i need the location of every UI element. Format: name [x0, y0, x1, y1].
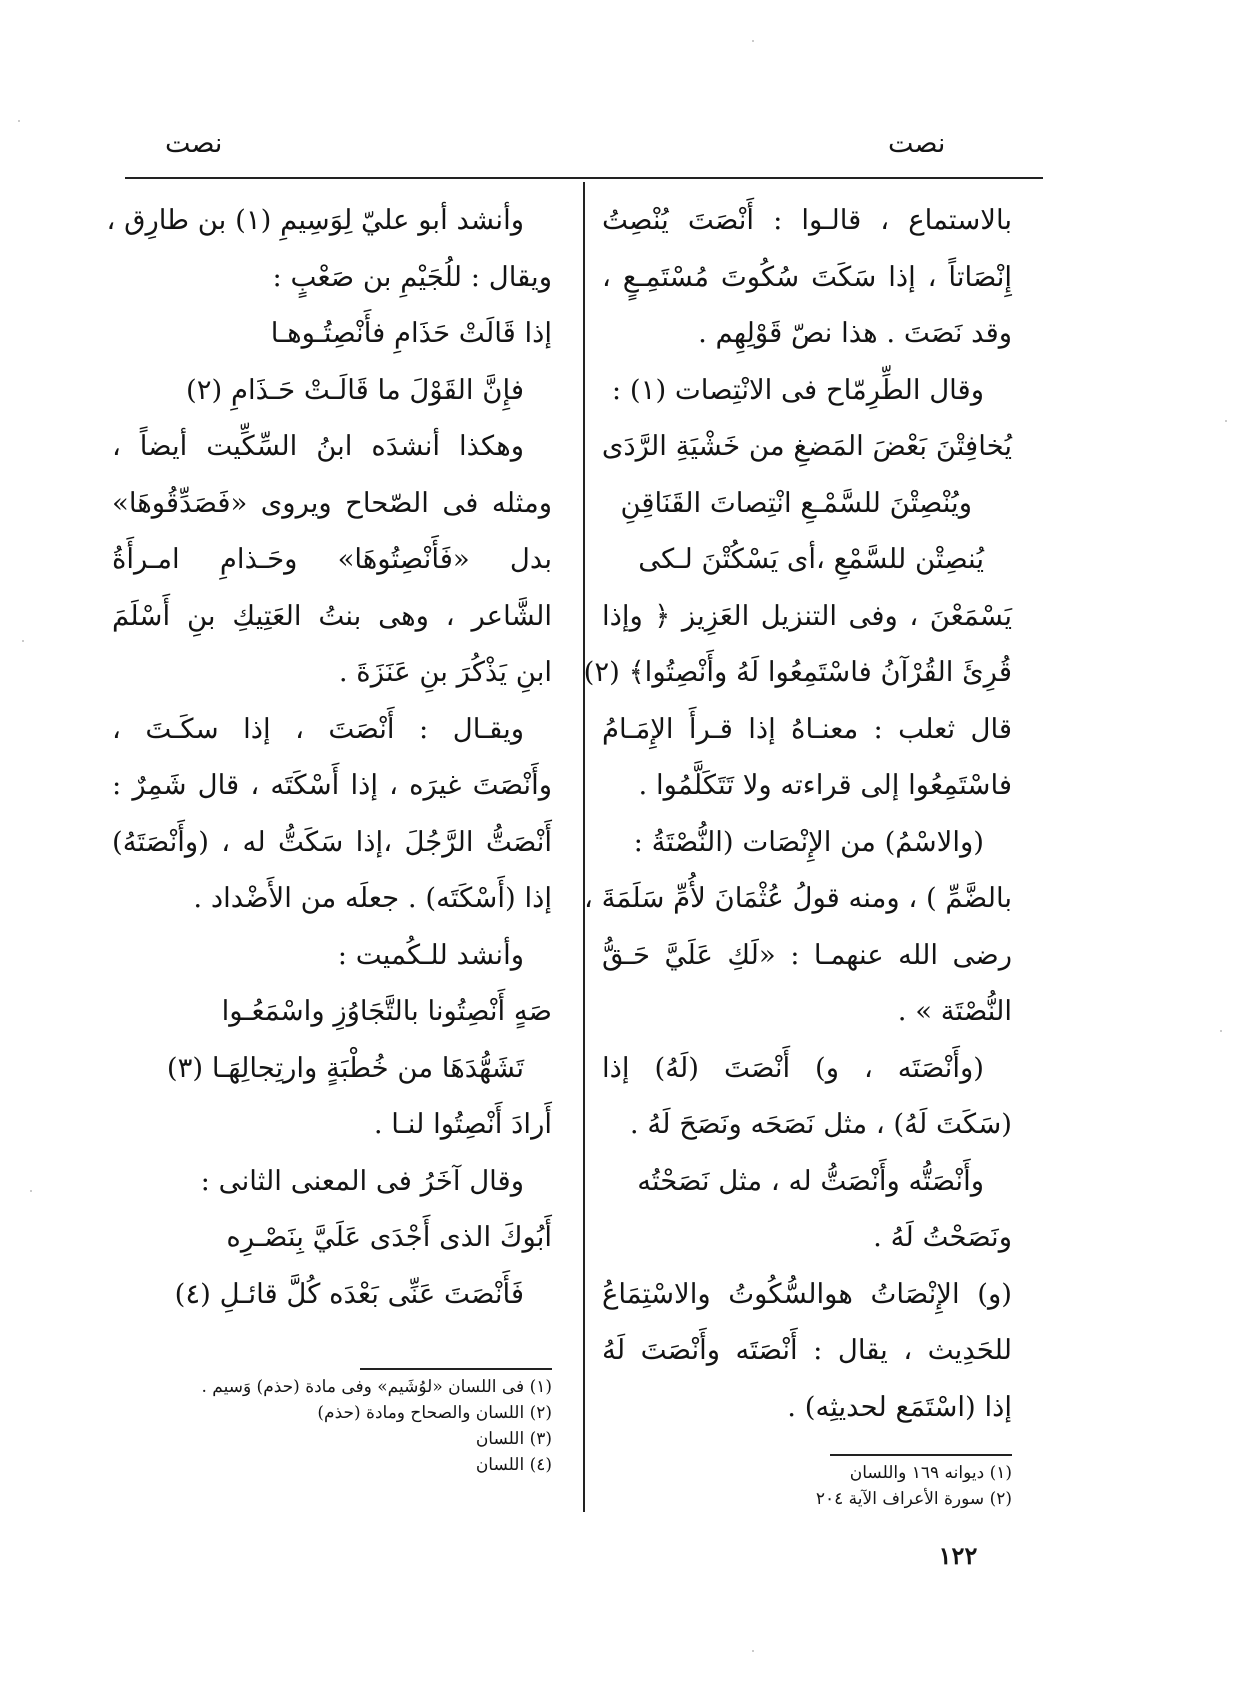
text-line: أَرادَ أَنْصِتُوا لنـا .	[373, 1108, 552, 1140]
text-line: للحَدِيث ، يقال : أَنْصَتَه وأَنْصَتَ لَهُ	[602, 1334, 1012, 1366]
running-header-right: نصت	[888, 128, 946, 159]
text-line: النُّصْتَة » .	[897, 995, 1012, 1027]
scan-speck	[752, 1650, 754, 1652]
scan-speck	[1225, 420, 1227, 422]
verse-line: صَهٍ أَنْصِتُونا بالتَّجَاوُزِ واسْمَعُـوا	[221, 995, 552, 1027]
footnote: (٢) اللسان والصحاح ومادة (حذم)	[317, 1403, 552, 1423]
text-line: وقد نَصَتَ . هذا نصّ قَوْلِهِم .	[698, 317, 1012, 349]
text-line: ومثله فى الصّحاح ويروى «فَصَدِّقُوهَا»	[112, 486, 552, 519]
text-line: بدل «فَأَنْصِتُوهَا» وحَـذامِ امـرأَةُ	[112, 543, 552, 575]
scan-speck	[18, 120, 20, 122]
verse-line: ويُنْصِتْنَ للسَّمْـعِ انْتِصاتَ القَنَاقِنِ	[620, 486, 972, 519]
text-line: قال ثعلب : معنـاهُ إذا قـرأَ الإِمَـامُ	[602, 712, 1012, 745]
text-line: وقال الطِّرِمّاح فى الانْتِصات (١) :	[611, 373, 984, 406]
text-line: وأنشد أبو عليّ لِوَسِيمِ (١) بن طارِق ،	[106, 204, 524, 236]
text-line: ويقال : للُجَيْمِ بن صَعْبٍ :	[272, 260, 552, 293]
text-line: الشَّاعر ، وهى بنتُ العَتِيكِ بنِ أَسْلَمَ	[112, 599, 552, 632]
verse-line: فَأَنْصَتَ عَنِّى بَعْدَه كُلَّ قائـلِ (٤)	[174, 1277, 524, 1310]
scan-speck	[22, 640, 24, 642]
footnote: (٣) اللسان	[475, 1429, 552, 1449]
verse-line: أَبُوكَ الذى أَجْدَى عَلَيَّ بِنَصْـرِه	[226, 1221, 552, 1253]
text-line: ويقـال : أَنْصَتَ ، إذا سكَـتَ ،	[112, 712, 524, 745]
text-line: فاسْتَمِعُوا إلى قراءته ولا تَتَكَلَّمُوا .	[638, 769, 1012, 801]
text-line: وقال آخَرُ فى المعنى الثانى :	[200, 1164, 524, 1197]
verse-line: فإِنَّ القَوْلَ ما قَالَـتْ حَـذَامِ (٢)	[185, 373, 524, 406]
text-line: (والاسْمُ) من الإِنْصَات (النُّصْتَةُ :	[633, 825, 984, 858]
text-line: وأنشد للـكُميت :	[337, 938, 524, 971]
text-line: أَنْصَتُّ الرَّجُلَ ،إذا سَكَتُّ له ، (وأَنْصَتَهُ)	[112, 825, 552, 858]
footnotes-left	[112, 1374, 552, 1478]
text-line: إِنْصَاتاً ، إذا سَكَتَ سُكُوتَ مُسْتَمِـعٍ ،	[602, 260, 1012, 293]
scan-speck	[752, 40, 754, 42]
footnotes-right	[700, 1460, 1012, 1512]
footnote-rule-left	[360, 1368, 552, 1370]
left-column	[106, 192, 552, 1322]
footnote: (١) ديوانه ١٦٩ واللسان	[849, 1463, 1012, 1483]
footnote: (٤) اللسان	[475, 1455, 552, 1475]
text-line: ونَصَحْتُ لَهُ .	[873, 1221, 1012, 1253]
text-line: (سَكَتَ لَهُ) ، مثل نَصَحَه ونَصَحَ لَهُ .	[629, 1108, 1012, 1140]
page-number: ١٢٢	[938, 1541, 978, 1570]
text-line: إذا (اسْتَمَع لحديثِه) .	[787, 1390, 1012, 1423]
verse-line: إذا قَالَتْ حَذَامِ فأَنْصِتُـوهـا	[270, 317, 552, 349]
text-line: وهكذا أنشدَه ابنُ السِّكِّيت أيضاً ،	[112, 430, 524, 462]
text-line: ابنِ يَذْكُرَ بنِ عَنَزَةَ .	[338, 656, 552, 688]
footnote: (٢) سورة الأعراف الآية ٢٠٤	[815, 1489, 1012, 1509]
right-column	[583, 192, 1012, 1435]
header-rule	[125, 177, 1043, 179]
scan-speck	[1220, 1030, 1222, 1032]
text-line: (و) الإِنْصَاتُ هوالسُّكُوتُ والاسْتِمَاعُ	[602, 1277, 1012, 1310]
text-line: وأَنْصَتُّه وأَنْصَتُّ له ، مثل نَصَحْتُه	[637, 1164, 984, 1197]
verse-line: تَشَهُّدَهَا من خُطْبَةٍ وارتِجالِهَـا (٣)	[166, 1051, 524, 1084]
text-line: قُرِئَ القُرْآنُ فاسْتَمِعُوا لَهُ وأَنْصِتُوا﴾ (٢)	[583, 656, 1012, 688]
column-divider	[583, 182, 585, 1512]
footnote: (١) فى اللسان «لوُشَيم» وفى مادة (حذم) وَسيم .	[201, 1377, 552, 1397]
text-line: وأَنْصَتَ غيرَه ، إذا أَسْكَتَه ، قال شَمِرٌ :	[112, 769, 552, 801]
text-line: يَسْمَعْنَ ، وفى التنزيل العَزِيز ﴿ وإذا	[602, 599, 1012, 632]
text-line: يُنصِتْن للسَّمْعِ ،أى يَسْكُتْنَ لـكى	[638, 543, 984, 575]
text-line: (وأَنْصَتَه ، و) أَنْصَتَ (لَهُ) إذا	[602, 1051, 984, 1084]
verse-line: يُخافِتْنَ بَعْضَ المَضغِ من خَشْيَةِ الرَّدَى	[601, 430, 1012, 462]
running-header-left: نصت	[165, 128, 223, 159]
footnote-rule-right	[830, 1454, 1012, 1456]
text-line: إذا (أَسْكَتَه) . جعلَه من الأَضْداد .	[193, 882, 552, 914]
text-line: بالاستماع ، قالـوا : أَنْصَتَ يُنْصِتُ	[602, 204, 1012, 236]
text-line: رضى الله عنهمـا : «لَكِ عَلَيَّ حَـقُّ	[602, 938, 1012, 971]
text-line: بالضَّمِّ ) ، ومنه قولُ عُثْمَانَ لأُمِّ سَلَمَةَ ،	[583, 882, 1012, 914]
scan-speck	[30, 1190, 32, 1192]
